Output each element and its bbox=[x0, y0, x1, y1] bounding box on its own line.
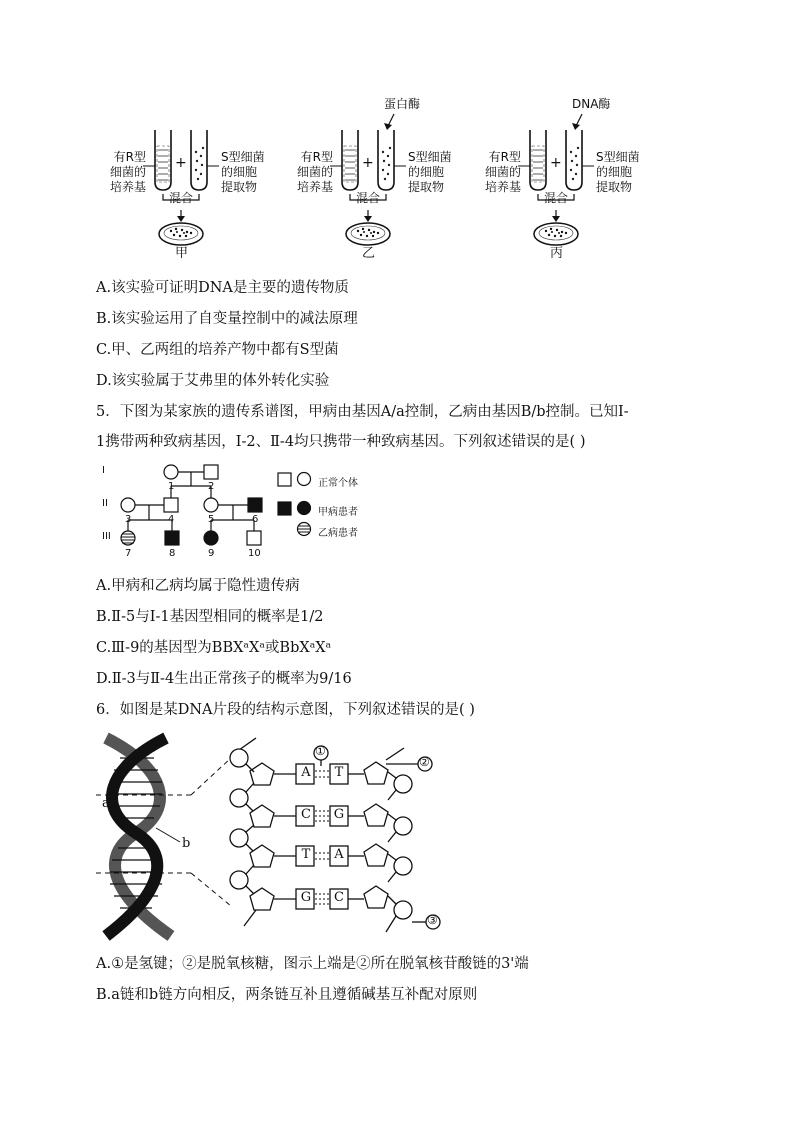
mix-label: 混合 bbox=[169, 191, 194, 205]
base-label: A bbox=[301, 765, 311, 780]
q4-option-c: C.甲、乙两组的培养产物中都有S型菌 bbox=[96, 342, 339, 358]
individual-number: 1 bbox=[168, 481, 175, 492]
generation-label: III bbox=[102, 531, 111, 542]
plus-sign: + bbox=[362, 155, 374, 171]
plus-sign: + bbox=[175, 155, 187, 171]
marker-2: ② bbox=[419, 755, 430, 769]
q6-stem: 6．如图是某DNA片段的结构示意图，下列叙述错误的是( ) bbox=[96, 702, 475, 718]
individual-number: 3 bbox=[125, 514, 132, 525]
individual-number: 5 bbox=[208, 514, 215, 525]
legend-disease-yi: 乙病患者 bbox=[318, 528, 358, 539]
base-label: G bbox=[333, 807, 345, 822]
q5-option-a: A.甲病和乙病均属于隐性遗传病 bbox=[96, 578, 300, 594]
mix-label: 混合 bbox=[544, 191, 569, 205]
base-label: T bbox=[301, 847, 311, 862]
base-label: G bbox=[300, 890, 312, 905]
legend-normal: 正常个体 bbox=[318, 478, 358, 489]
marker-1: ① bbox=[315, 744, 326, 758]
q6-option-b: B.a链和b链方向相反，两条链互补且遵循碱基互补配对原则 bbox=[96, 987, 478, 1003]
q5-option-c: C.Ⅲ-9的基因型为BBXᵃXᵃ或BbXᵃXᵃ bbox=[96, 640, 332, 656]
q5-stem-line2: 1携带两种致病基因，I-2、Ⅱ-4均只携带一种致病基因。下列叙述错误的是( ) bbox=[96, 434, 586, 450]
generation-label: I bbox=[102, 465, 105, 476]
group-label-jia: 甲 bbox=[175, 246, 189, 261]
group-label-yi: 乙 bbox=[362, 246, 376, 261]
q6-option-a: A.①是氢键；②是脱氧核糖，图示上端是②所在脱氧核苷酸链的3'端 bbox=[96, 956, 529, 972]
left-label-bing: 有R型 细菌的 培养基 bbox=[484, 150, 521, 194]
strand-label-a: a bbox=[102, 796, 110, 811]
base-label: T bbox=[334, 765, 344, 780]
q5-option-d: D.Ⅱ-3与Ⅱ-4生出正常孩子的概率为9/16 bbox=[96, 671, 352, 687]
base-label: C bbox=[301, 807, 311, 822]
marker-3: ③ bbox=[427, 913, 438, 927]
group-label-bing: 丙 bbox=[550, 246, 564, 261]
enzyme-label-dnase: DNA酶 bbox=[572, 97, 611, 111]
q5-stem-line1: 5．下图为某家族的遗传系谱图，甲病由基因A/a控制，乙病由基因B/b控制。已知I- bbox=[96, 404, 629, 420]
individual-number: 2 bbox=[208, 481, 215, 492]
right-label-yi: S型细菌 的细胞 提取物 bbox=[408, 150, 452, 194]
individual-number: 7 bbox=[125, 548, 132, 559]
right-label-bing: S型细菌 的细胞 提取物 bbox=[596, 150, 640, 194]
left-label-yi: 有R型 细菌的 培养基 bbox=[296, 150, 333, 194]
q4-option-d: D.该实验属于艾弗里的体外转化实验 bbox=[96, 373, 330, 389]
plus-sign: + bbox=[550, 155, 562, 171]
right-label-jia: S型细菌 的细胞 提取物 bbox=[221, 150, 265, 194]
enzyme-label-protease: 蛋白酶 bbox=[384, 97, 421, 111]
q5-option-b: B.Ⅱ-5与I-1基因型相同的概率是1/2 bbox=[96, 609, 324, 625]
individual-number: 9 bbox=[208, 548, 215, 559]
individual-number: 4 bbox=[168, 514, 175, 525]
left-label-jia: 有R型 细菌的 培养基 bbox=[109, 150, 146, 194]
individual-number: 8 bbox=[169, 548, 176, 559]
legend-disease-jia: 甲病患者 bbox=[318, 507, 358, 518]
base-label: C bbox=[334, 890, 344, 905]
q4-option-b: B.该实验运用了自变量控制中的减法原理 bbox=[96, 311, 358, 327]
mix-label: 混合 bbox=[356, 191, 381, 205]
strand-label-b: b bbox=[182, 836, 191, 851]
individual-number: 6 bbox=[252, 514, 259, 525]
individual-number: 10 bbox=[248, 548, 261, 559]
base-label: A bbox=[334, 847, 344, 862]
q4-option-a: A.该实验可证明DNA是主要的遗传物质 bbox=[96, 280, 349, 296]
generation-label: II bbox=[102, 498, 108, 509]
